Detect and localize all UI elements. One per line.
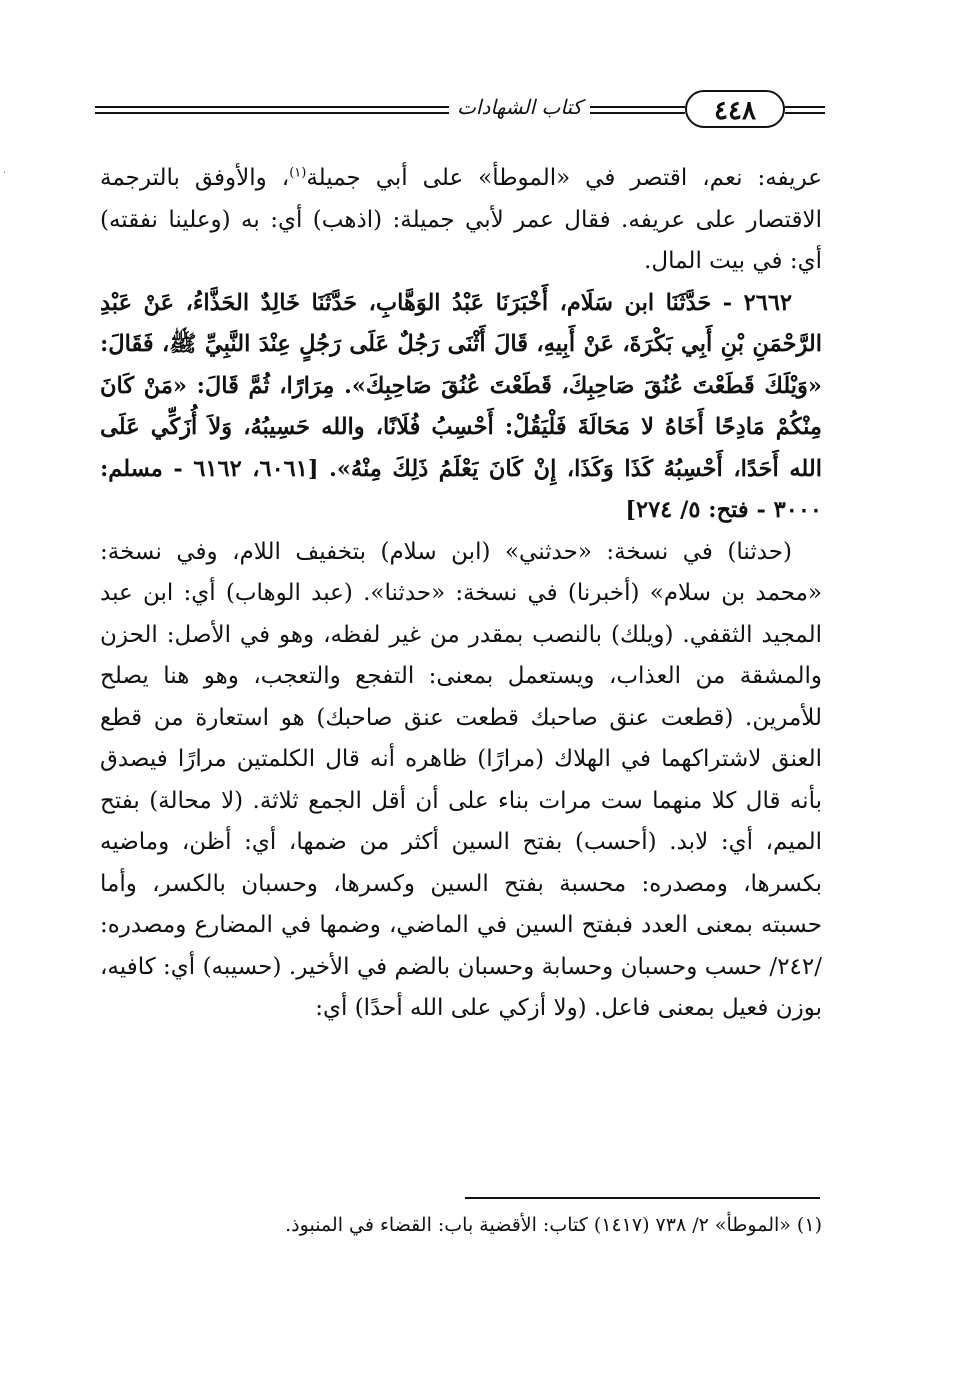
header-rule [785,112,825,114]
main-text [100,158,822,1030]
footnote-divider [465,1197,820,1199]
paragraph [100,158,822,283]
header-rule [785,106,825,108]
scan-mark: · [3,168,7,179]
hadith-text: ٢٦٦٢ - حَدَّثَنَا ابن سَلَام، أَخْبَرَنَا عَبْدُ الوَهَّابِ، حَدَّثَنَا خَالِدٌ الحَذَّاءُ، عَنْ عَبْدِ الرَّحْمَنِ بْنِ أَبِي بَكْرَةَ، عَنْ أَبِيهِ، قَالَ أَثْنَى رَجُلٌ عَلَى رَجُلٍ عِنْدَ النَّبِيِّ ﷺ، فَقَالَ: «وَيْلَكَ قَطَعْتَ عُنُقَ صَاحِبِكَ، قَطَعْتَ عُنُقَ صَاحِبِكَ». مِرَارًا، ثُمَّ قَالَ: «مَنْ كَانَ مِنْكُمْ مَادِحًا أَخَاهُ لا مَحَالَةَ فَلْيَقُلْ: أَحْسِبُ فُلَانًا، والله حَسِيبُهُ، وَلاَ أُزَكِّي عَلَى الله أَحَدًا، أَحْسِبُهُ كَذَا وَكَذَا، إِنْ كَانَ يَعْلَمُ ذَلِكَ مِنْهُ». [٦٠٦١، ٦١٦٢ - مسلم: ٣٠٠٠ - فتح: ٥/ ٢٧٤] [100,289,822,523]
page-number: ٤٤٨ [685,90,785,128]
footnote-ref: (١) [289,165,307,181]
page-header [95,80,825,140]
footnote: (١) «الموطأ» ٢/ ٧٣٨ (١٤١٧) كتاب: الأقضية باب: القضاء في المنبوذ. [285,1214,822,1236]
paragraph-text: عريفه: نعم، اقتصر في «الموطأ» على أبي جميلة [306,165,822,191]
running-title: كتاب الشهادات [449,92,590,122]
paragraph-text: ، والأوفق بالترجمة الاقتصار على عريفه. فقال عمر لأبي جميلة: (اذهب) أي: به (وعلينا نفقته) أي: في بيت المال. [100,165,822,274]
commentary-paragraph: (حدثنا) في نسخة: «حدثني» (ابن سلام) بتخفيف اللام، وفي نسخة: «محمد بن سلام» (أخبرنا) في نسخة: «حدثنا». (عبد الوهاب) أي: ابن عبد المجيد الثقفي. (ويلك) بالنصب بمقدر من غير لفظه، وهو في الأصل: الحزن والمشقة من العذاب، ويستعمل بمعنى: التفجع والتعجب، وهو هنا يصلح للأمرين. (قطعت عنق صاحبك قطعت عنق صاحبك) هو استعارة من قطع العنق لاشتراكهما في الهلاك (مرارًا) ظاهره أنه قال الكلمتين مرارًا فيصدق بأنه قال كلا منهما ست مرات بناء على أن أقل الجمع ثلاثة. (لا محالة) بفتح الميم، أي: لابد. (أحسب) بفتح السين أكثر من ضمها، أي: أظن، وماضيه بكسرها، ومصدره: محسبة بفتح السين وكسرها، وحسبان بالكسر، وأما حسبته بمعنى العدد فبفتح السين في الماضي، وضمها في المضارع ومصدره: /٢٤٢/ حسب وحسبان وحسابة وحسبان بالضم في الأخير. (حسيبه) أي: كافيه، بوزن فعيل بمعنى فاعل. (ولا أزكي على الله أحدًا) أي: [100,538,822,1021]
header-rule [95,106,685,108]
header-rule [95,112,685,114]
